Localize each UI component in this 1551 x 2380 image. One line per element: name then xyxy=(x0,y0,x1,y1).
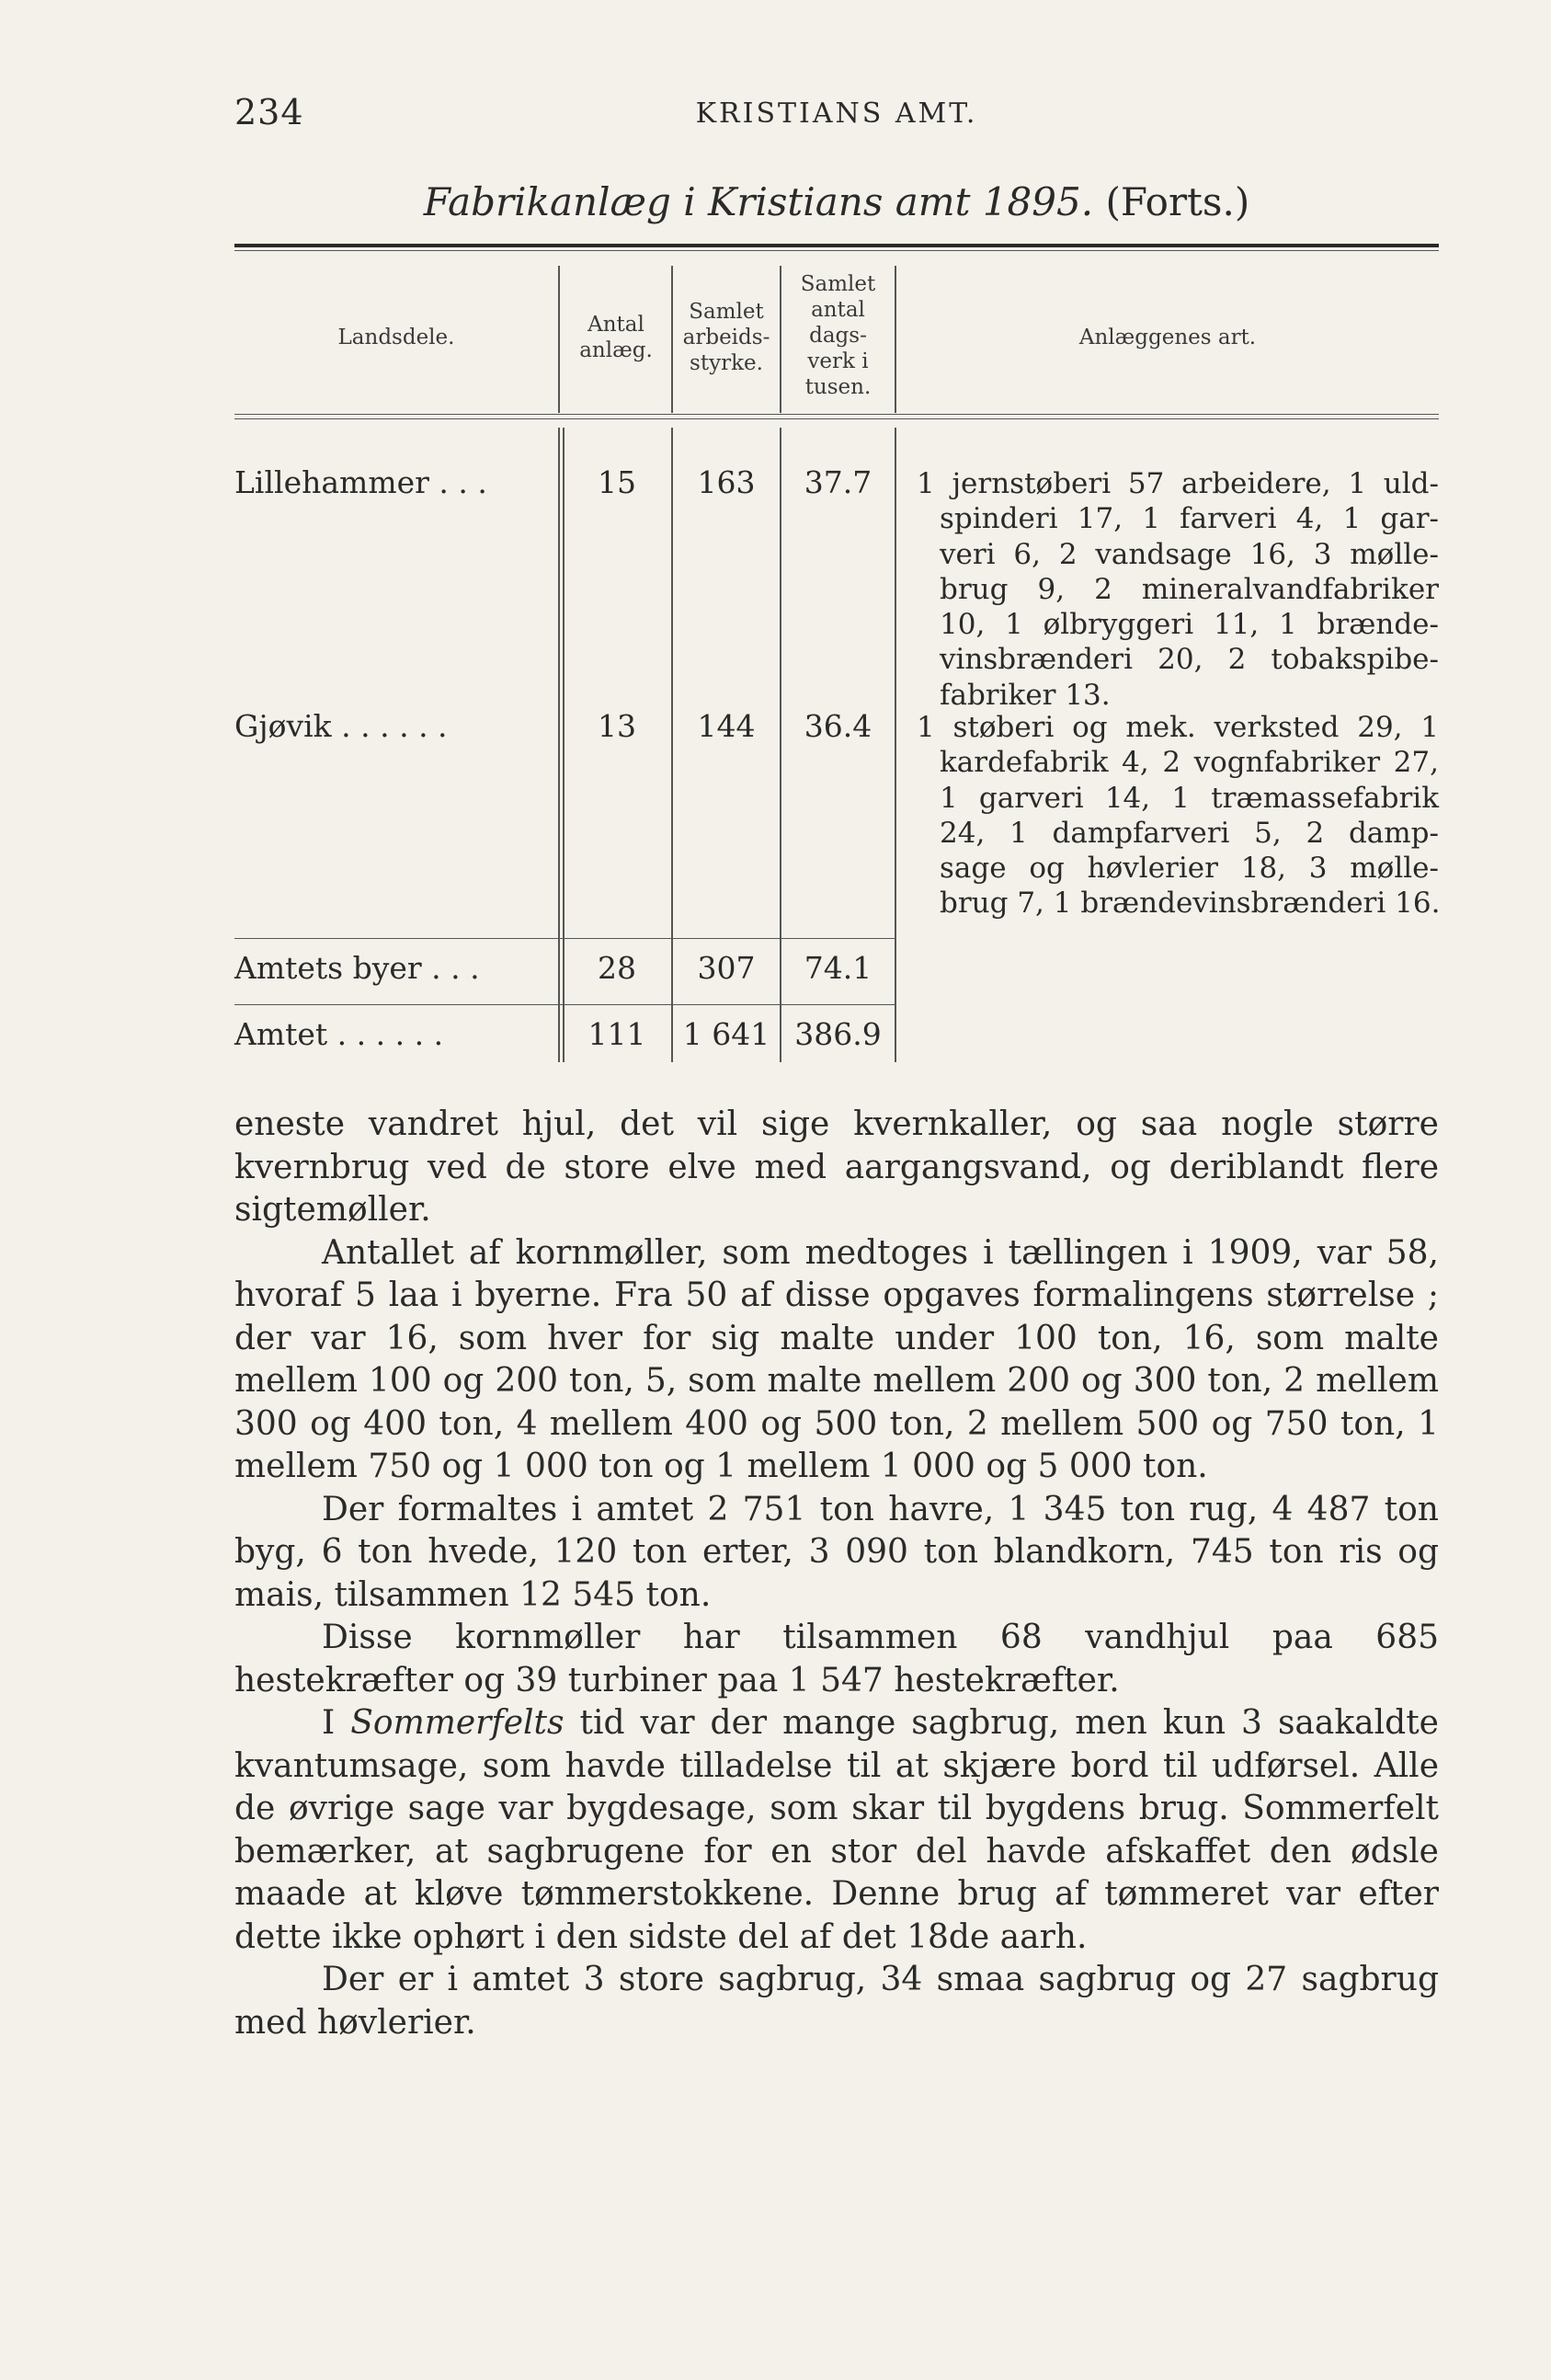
header-bottom-rule xyxy=(234,414,1439,415)
page-number: 234 xyxy=(234,92,304,132)
col-samlet-dagsverk: Samlet antal dags- verk i tusen. xyxy=(800,272,876,399)
header-bottom-rule-2 xyxy=(234,418,1439,419)
paragraph-6: Der er i amtet 3 store sagbrug, 34 smaa sagbrug og 27 sagbrug med høvlerier. xyxy=(234,1961,1439,2042)
table-title-main: Fabrikanlæg i Kristians amt 1895. xyxy=(423,179,1094,224)
table-title xyxy=(234,179,1439,224)
row-antal: 111 xyxy=(587,1016,646,1052)
row-art: 1 støberi og mek. verksted 29, 1 kardefabrik 4, 2 vognfabriker 27, 1 garveri 14, 1 træmassefabrik 24, 1 dampfarveri 5, 2 damp- sage og høvlerier 18, 3 mølle- brug 7, 1 brændevinsbrænderi 16. xyxy=(917,711,1441,921)
row-antal: 28 xyxy=(598,950,636,986)
row-dagsverk: 74.1 xyxy=(804,950,872,986)
table-top-rule-thin xyxy=(234,250,1439,251)
vline-b1 xyxy=(558,428,560,1062)
row-dagsverk: 386.9 xyxy=(794,1016,882,1052)
vline-h1 xyxy=(558,266,560,413)
totals-rule-1 xyxy=(234,938,895,939)
row-arbeidsstyrke: 1 641 xyxy=(682,1016,770,1052)
running-head: KRISTIANS AMT. xyxy=(695,97,978,130)
row-arbeidsstyrke: 144 xyxy=(697,708,756,744)
paragraph-1: eneste vandret hjul, det vil sige kvernkaller, og saa nogle større kvernbrug ved de store elve med aargangsvand, og deriblandt flere sigtemøller. xyxy=(234,1105,1439,1229)
col-art: Anlæggenes art. xyxy=(1078,326,1257,349)
paragraph-4: Disse kornmøller har tilsammen 68 vandhjul paa 685 hestekræfter og 39 turbiner paa 1 547 hestekræfter. xyxy=(234,1619,1439,1699)
row-landsdel: Amtets byer . . . xyxy=(234,950,480,986)
factory-table xyxy=(234,244,1439,1062)
row-art: 1 jernstøberi 57 arbeidere, 1 uld- spinderi 17, 1 farveri 4, 1 gar- veri 6, 2 vandsage 16, 3 mølle- brug 9, 2 mineralvandfabriker 10, 1 ølbryggeri 11, 1 brænde- vinsbrænderi 20, 2 tobakspibe- fabriker 13. xyxy=(917,467,1439,712)
row-landsdel: Gjøvik . . . . . . xyxy=(234,708,448,744)
row-landsdel: Lillehammer . . . xyxy=(234,464,487,500)
col-landsdele: Landsdele. xyxy=(337,326,455,349)
col-antal: Antal anlæg. xyxy=(579,313,653,362)
row-antal: 13 xyxy=(598,708,636,744)
row-arbeidsstyrke: 163 xyxy=(697,464,756,500)
paragraph-3: Der formaltes i amtet 2 751 ton havre, 1 345 ton rug, 4 487 ton byg, 6 ton hvede, 120 ton erter, 3 090 ton blandkorn, 745 ton ris og mais, tilsammen 12 545 ton. xyxy=(234,1490,1439,1614)
name-sommerfelt: Sommerfelts xyxy=(350,1704,565,1742)
paragraph-5: I Sommerfelts tid var der mange sagbrug, men kun 3 saakaldte kvantumsage, som havde tilladelse til at skjære bord til udførsel. Alle de øvrige sage var bygdesage, som skar til bygdens brug. Sommerfelt bemærker, at sagbrugene for en stor del havde afskaffet den ødsle maade at kløve tømmerstokkene. Denne brug af tømmeret var efter dette ikke ophørt i den sidste del af det 18de aarh. xyxy=(234,1704,1439,1956)
page-header xyxy=(234,92,1439,147)
table-title-suffix: (Forts.) xyxy=(1105,179,1250,224)
paragraph-2: Antallet af kornmøller, som medtoges i tællingen i 1909, var 58, hvoraf 5 laa i byerne. Fra 50 af disse opgaves formalingens størrelse ; der var 16, som hver for sig malte under 100 ton, 16, som malte mellem 100 og 200 ton, 5, som malte mellem 200 og 300 ton, 2 mellem 300 og 400 ton, 4 mellem 400 og 500 ton, 2 mellem 500 og 750 ton, 1 mellem 750 og 1 000 ton og 1 mellem 1 000 og 5 000 ton. xyxy=(234,1233,1439,1485)
table-top-rule xyxy=(234,244,1439,247)
body-text xyxy=(234,1104,1439,2044)
totals-rule-2 xyxy=(234,1004,895,1005)
row-arbeidsstyrke: 307 xyxy=(697,950,756,986)
row-dagsverk: 37.7 xyxy=(804,464,872,500)
row-landsdel: Amtet . . . . . . xyxy=(234,1016,444,1052)
row-dagsverk: 36.4 xyxy=(804,708,872,744)
row-antal: 15 xyxy=(598,464,636,500)
vline-b4 xyxy=(895,428,896,1062)
col-samlet-arbeidsstyrke: Samlet arbeids- styrke. xyxy=(682,300,770,375)
